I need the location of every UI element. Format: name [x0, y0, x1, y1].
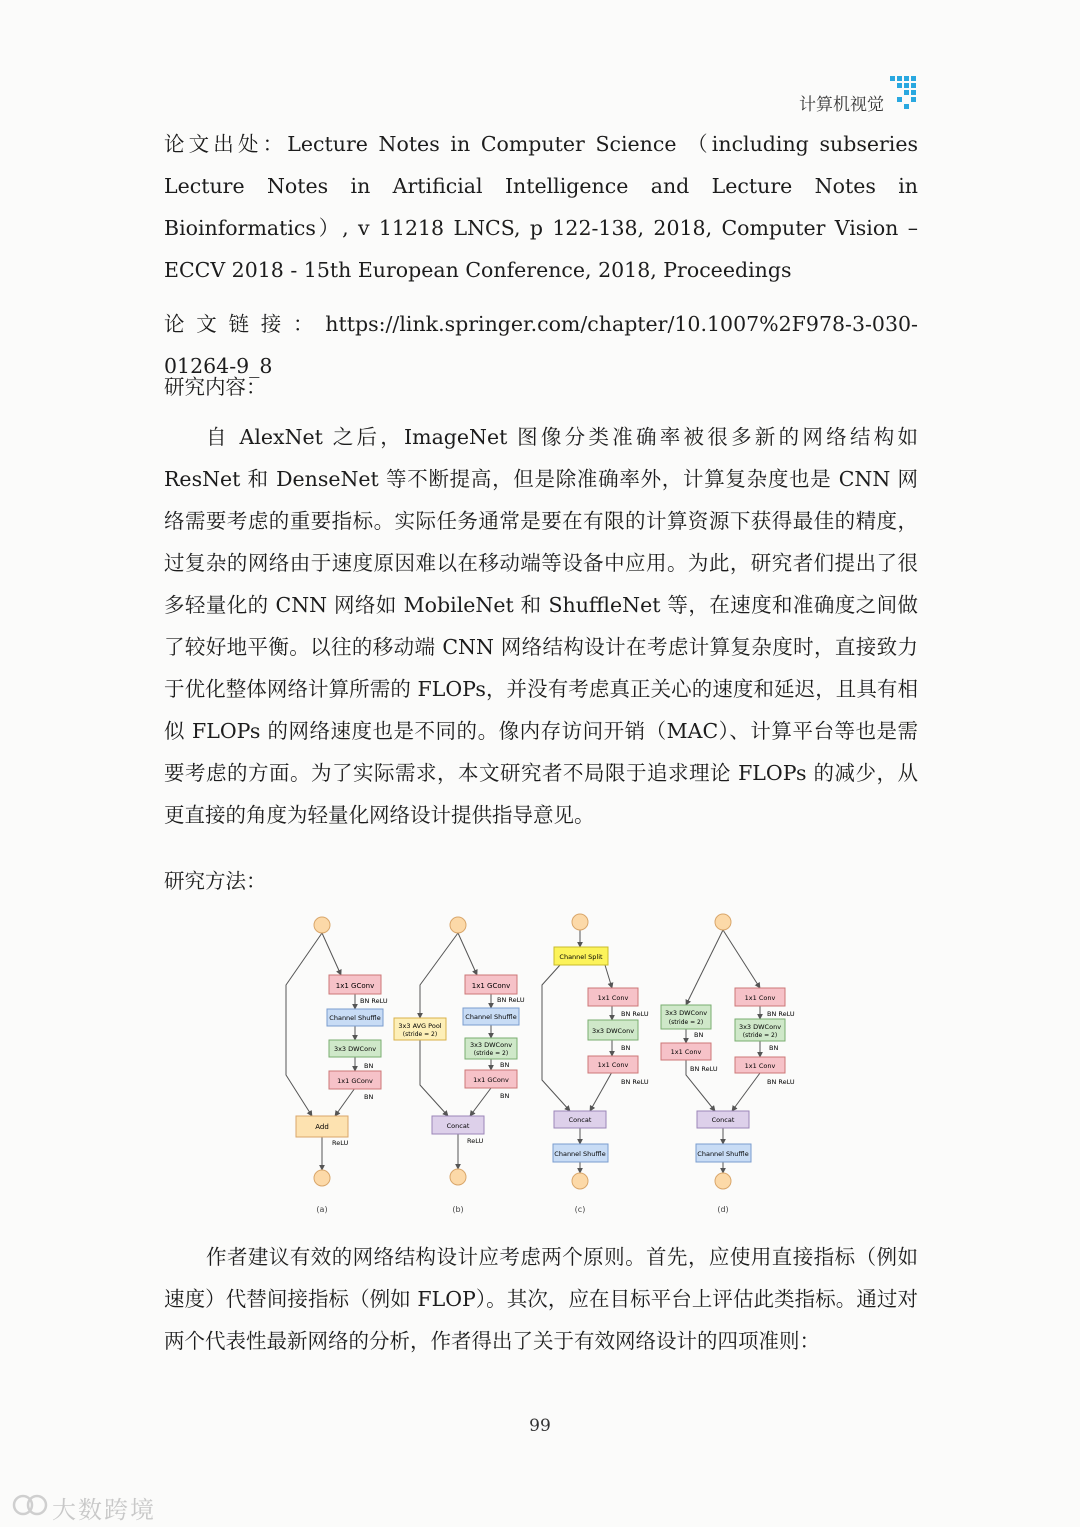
unit-a-bn2-label: BN — [364, 1093, 374, 1101]
unit-b-bn1-label: BN — [500, 1061, 510, 1069]
unit-c-dwconv-label: 3x3 DWConv — [591, 1027, 635, 1035]
unit-c-concat-label: Concat — [568, 1116, 592, 1124]
unit-a-caption: (a) — [316, 1205, 328, 1214]
logo-icon — [890, 76, 920, 110]
unit-d-input-node — [715, 914, 731, 930]
unit-d-concat-label: Concat — [711, 1116, 735, 1124]
unit-d-left-dwconv-label: 3x3 DWConv — [664, 1009, 708, 1017]
header-section-label: 计算机视觉 — [799, 95, 884, 115]
unit-c-bn-label: BN — [621, 1044, 631, 1052]
unit-b-output-node — [450, 1169, 466, 1185]
unit-d-dwconv-label: 3x3 DWConv — [738, 1023, 782, 1031]
unit-a-relu-label: ReLU — [332, 1139, 349, 1147]
unit-c-bn-relu1-label: BN ReLU — [621, 1010, 649, 1018]
paper-link[interactable]: 论文链接：https://link.springer.com/chapter/10.1007%2F978-3-030-01264-9_8 — [164, 312, 918, 378]
research-content-body: 自 AlexNet 之后，ImageNet 图像分类准确率被很多新的网络结构如 ResNet 和 DenseNet 等不断提高，但是除准确率外，计算复杂度也是 CNN 网络需要考虑的重要指标。实际任务通常是要在有限的计算资源下获得最佳的精度，过复杂的网络由于速度原因难以在移动端等设备中应用。为此，研究者们提出了很多轻量化的 CNN 网络如 MobileNet 和 ShuffleNet 等，在速度和准确度之间做了较好地平衡。以往的移动端 CNN 网络结构设计在考虑计算复杂度时，直接致力于优化整体网络计算所需的 FLOPs，并没有考虑真正关心的速度和延迟，且具有相似 FLOPs 的网络速度也是不同的。像内存访问开销（MAC）、计算平台等也是需要考虑的方面。为了实际需求，本文研究者不局限于追求理论 FLOPs 的减少，从更直接的角度为轻量化网络设计提供指导意见。 — [164, 425, 918, 827]
unit-d-conv2-label: 1x1 Conv — [744, 1062, 776, 1070]
unit-c-input-node — [572, 914, 588, 930]
page-number: 99 — [529, 1416, 551, 1436]
unit-d-left-bn-relu-label: BN ReLU — [690, 1065, 718, 1073]
conclusion-body: 作者建议有效的网络结构设计应考虑两个原则。首先，应使用直接指标（例如速度）代替间接指标（例如 FLOP）。其次，应在目标平台上评估此类指标。通过对两个代表性最新网络的分析，作者得出了关于有效网络设计的四项准则： — [164, 1245, 918, 1353]
unit-a-gconv1-label: 1x1 GConv — [335, 982, 375, 990]
unit-b-dwconv-stride-label: (stride = 2) — [473, 1050, 509, 1057]
unit-a-output-node — [314, 1170, 330, 1186]
unit-d-caption: (d) — [717, 1205, 729, 1214]
unit-a-bn-relu-label: BN ReLU — [360, 997, 388, 1005]
unit-d-left-dwconv-stride-label: (stride = 2) — [668, 1019, 704, 1026]
unit-b-avgpool-stride-label: (stride = 2) — [402, 1031, 438, 1038]
unit-c-conv1-label: 1x1 Conv — [597, 994, 629, 1002]
unit-a-shuffle-label: Channel Shuffle — [329, 1014, 381, 1022]
unit-a-add-label: Add — [315, 1123, 329, 1131]
watermark-text: 大数跨境 — [52, 1496, 156, 1524]
unit-b-caption: (b) — [452, 1205, 464, 1214]
unit-b-input-node — [450, 917, 466, 933]
unit-b-relu-label: ReLU — [467, 1137, 484, 1145]
unit-b-avgpool-label: 3x3 AVG Pool — [398, 1022, 442, 1030]
unit-d-dwconv-stride-label: (stride = 2) — [742, 1032, 778, 1039]
unit-c-bn-relu2-label: BN ReLU — [621, 1078, 649, 1086]
unit-c-split-label: Channel Split — [559, 953, 603, 961]
unit-c-shuffle-label: Channel Shuffle — [554, 1150, 606, 1158]
unit-d-output-node — [715, 1173, 731, 1189]
unit-b-gconv1-label: 1x1 GConv — [471, 982, 511, 990]
unit-a-bn1-label: BN — [364, 1062, 374, 1070]
unit-d-shuffle-label: Channel Shuffle — [697, 1150, 749, 1158]
unit-a-dwconv-label: 3x3 DWConv — [333, 1045, 377, 1053]
unit-b-shuffle-label: Channel Shuffle — [465, 1013, 517, 1021]
unit-a-gconv2-label: 1x1 GConv — [337, 1077, 373, 1085]
unit-d-conv1-label: 1x1 Conv — [744, 994, 776, 1002]
unit-b-bn2-label: BN — [500, 1092, 510, 1100]
unit-d-left-conv-label: 1x1 Conv — [670, 1048, 702, 1056]
paper-source: 论文出处：Lecture Notes in Computer Science （including subseries Lecture Notes in Artificial Intelligence and Lecture Notes in Bioinformatics）, v 11218 LNCS, p 122-138, 2018, Computer Vision – ECCV 2018 - 15th European Conference, 2018, Proceedings — [164, 132, 918, 282]
unit-b-bn-relu-label: BN ReLU — [497, 996, 525, 1004]
research-method-label: 研究方法： — [164, 869, 267, 893]
unit-c-output-node — [572, 1173, 588, 1189]
unit-b-concat-label: Concat — [446, 1122, 470, 1130]
unit-b-gconv2-label: 1x1 GConv — [473, 1076, 509, 1084]
unit-d-bn-relu2-label: BN ReLU — [767, 1078, 795, 1086]
unit-d-bn-relu1-label: BN ReLU — [767, 1010, 795, 1018]
unit-c-conv2-label: 1x1 Conv — [597, 1061, 629, 1069]
watermark-logo-icon — [12, 1494, 48, 1516]
shufflenet-units-figure — [270, 910, 830, 1220]
unit-d-bn-label: BN — [769, 1044, 779, 1052]
unit-b-dwconv-label: 3x3 DWConv — [469, 1041, 513, 1049]
unit-a-input-node — [314, 917, 330, 933]
unit-d-left-bn-label: BN — [694, 1031, 704, 1039]
unit-c-caption: (c) — [574, 1205, 586, 1214]
research-content-label: 研究内容： — [164, 375, 267, 399]
